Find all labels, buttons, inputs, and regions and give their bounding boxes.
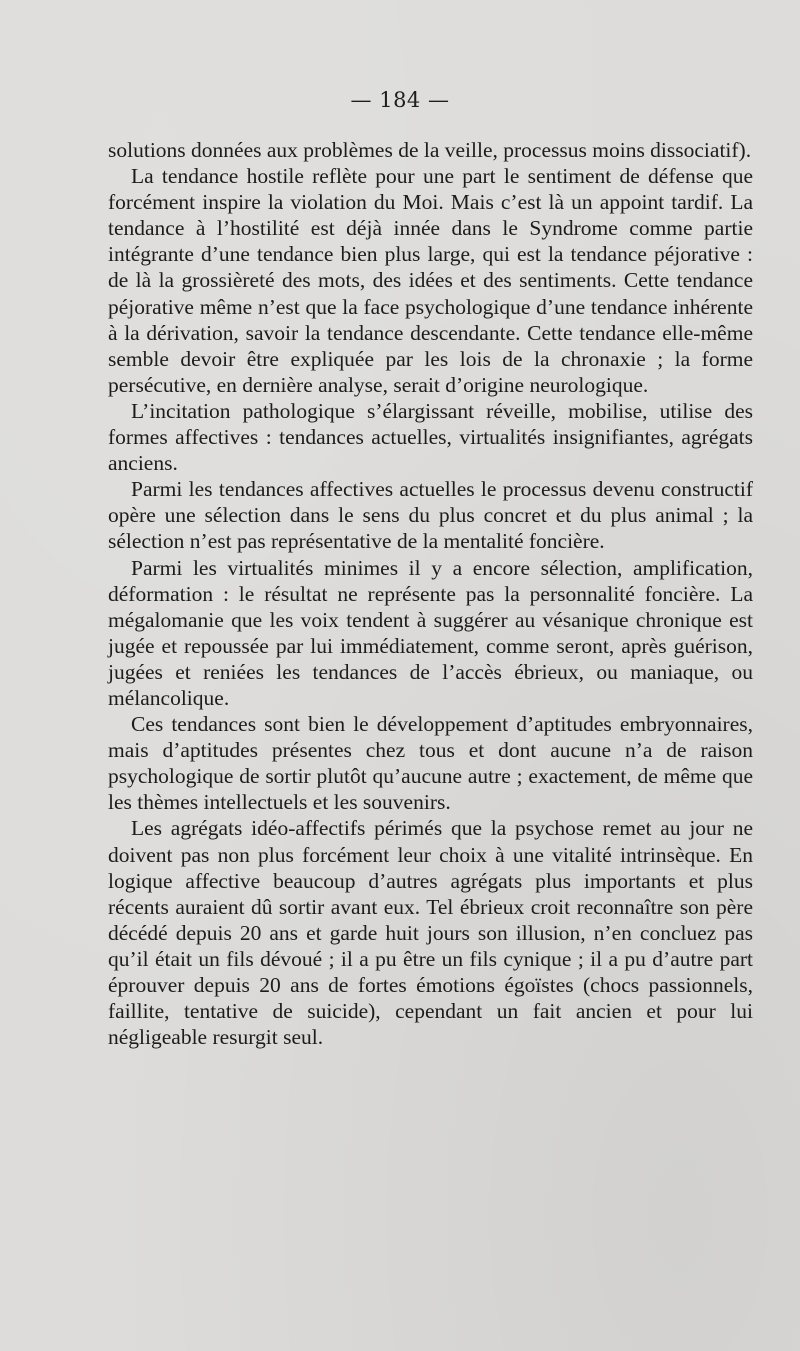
paragraph-continuation: solutions données aux problèmes de la veille, processus moins dissociatif). bbox=[108, 138, 752, 162]
paragraph-minimal-virtualities: Parmi les virtualités minimes il y a encore sélection, amplification, déformation : le résultat ne représente pas la personnalité foncière. La mégalomanie que les voix tendent à suggérer au vésanique chronique est jugée et repoussée par lui immédiatement, comme seront, après guérison, jugées et reniées les tendances de l’accès ébrieux, ou maniaque, ou mélancolique. bbox=[108, 555, 753, 710]
paragraph-obsolete-aggregates: Les agrégats idéo-affectifs périmés que la psychose remet au jour ne doivent pas non plus forcément leur choix à une vitalité intrinsèque. En logique affective beaucoup d’autres agrégats plus importants et plus récents auraient dû sortir avant eux. Tel ébrieux croit reconnaître son père décédé depuis 20 ans et garde huit jours son illusion, n’en concluez pas qu’il était un fils dévoué ; il a pu être un fils cynique ; il a pu d’autre part éprouver depuis 20 ans de fortes émotions égoïstes (chocs passionnels, faillite, tentative de suicide), cependant un fait ancien et pour lui négligeable resurgit seul. bbox=[108, 816, 753, 1050]
page-number: — 184 — bbox=[350, 88, 450, 112]
paragraph-pathological-incitation: L’incitation pathologique s’élargissant réveille, mobilise, utilise des formes affectives : tendances actuelles, virtualités insignifiantes, agrégats anciens. bbox=[108, 398, 753, 476]
page-text bbox=[108, 137, 753, 1050]
paragraph-current-tendencies: Parmi les tendances affectives actuelles le processus devenu constructif opère une sélection dans le sens du plus concret et du plus animal ; la sélection n’est pas représentative de la mentalité foncière. bbox=[108, 477, 753, 554]
paragraph-embryonic-aptitudes: Ces tendances sont bien le développement d’aptitudes embryonnaires, mais d’aptitudes présentes chez tous et dont aucune n’a de raison psychologique de sortir plutôt qu’aucune autre ; exactement, de même que les thèmes intellectuels et les souvenirs. bbox=[108, 712, 753, 815]
paragraph-hostile-tendency: La tendance hostile reflète pour une part le sentiment de défense que forcément inspire la violation du Moi. Mais c’est là un appoint tardif. La tendance à l’hostilité est déjà innée dans le Syndrome comme partie intégrante d’une tendance bien plus large, qui est la tendance péjorative : de là la grossièreté des mots, des idées et des sentiments. Cette tendance péjorative même n’est que la face psychologique d’une tendance inhérente à la dérivation, savoir la tendance descendante. Cette tendance elle-même semble devoir être expliquée par les lois de la chronaxie ; la forme persécutive, en dernière analyse, serait d’origine neurologique. bbox=[108, 164, 753, 397]
